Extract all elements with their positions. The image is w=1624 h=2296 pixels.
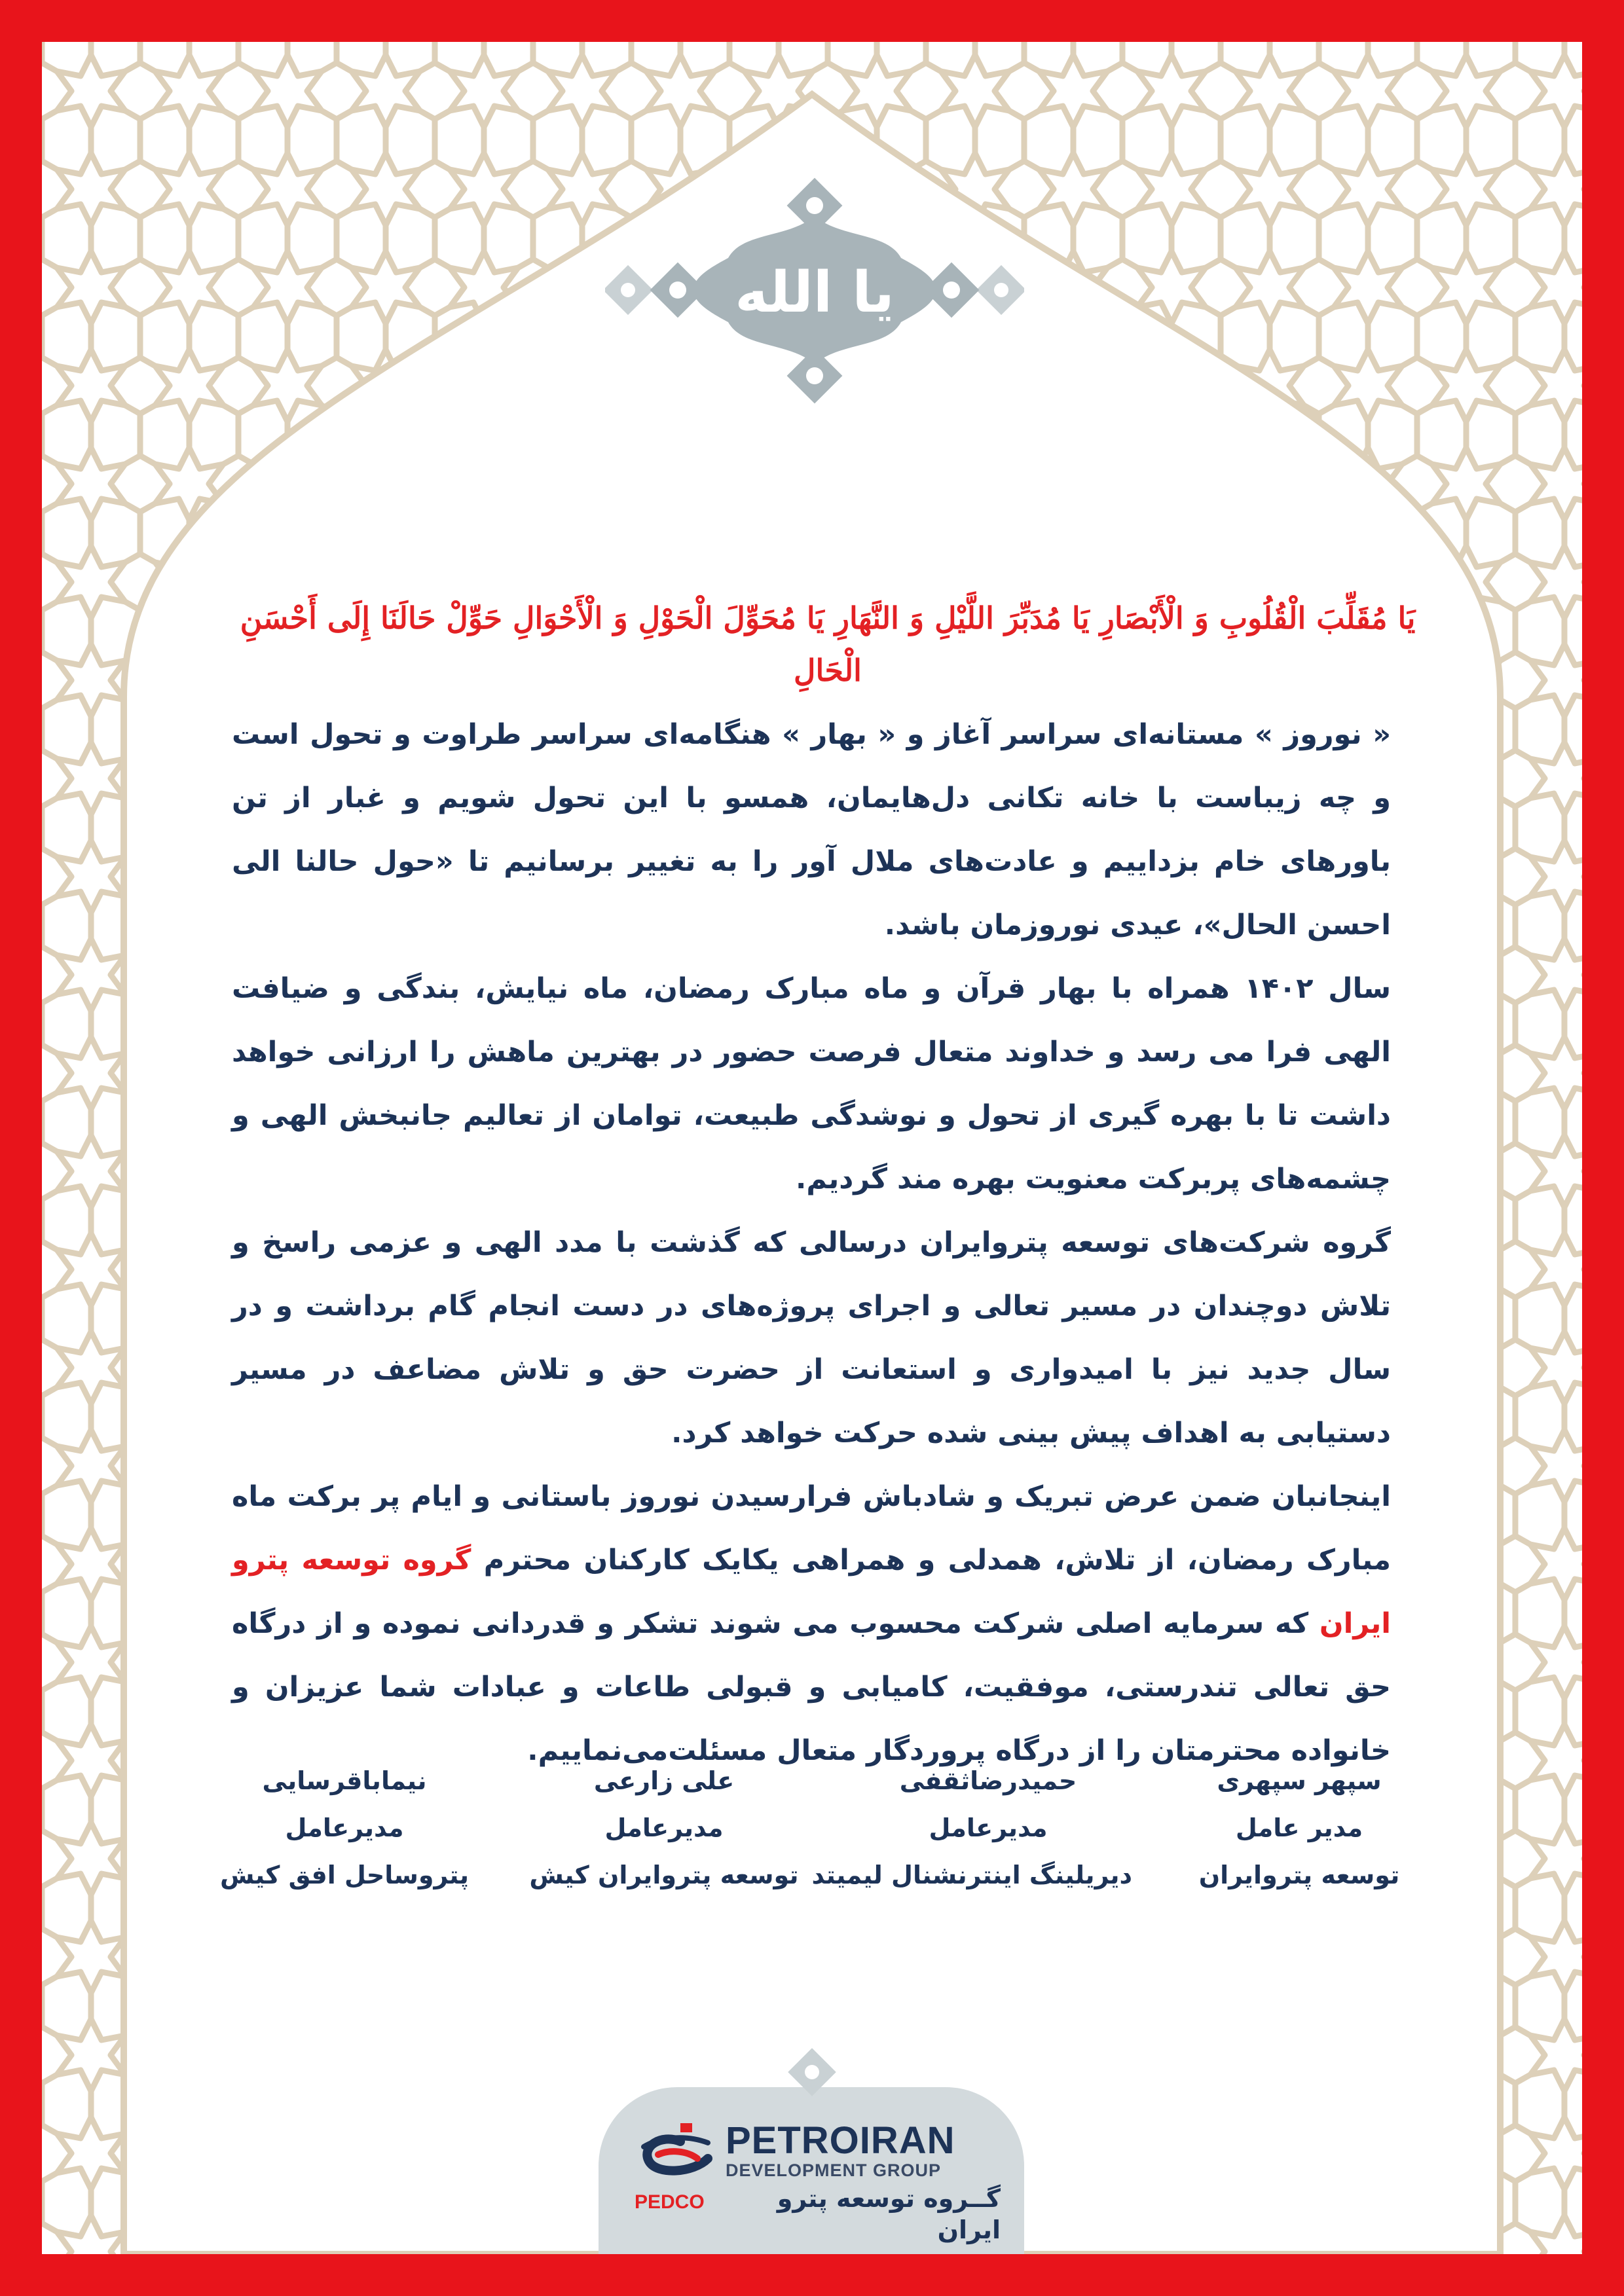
ya-allah-emblem — [605, 160, 1024, 448]
logo-persian-name: گــروه توسعه پترو ایران — [777, 2184, 1001, 2244]
signer-company: توسعه پتروایران کیش — [529, 1861, 799, 1889]
greeting-text-start: اینجانبان ضمن عرض تبریک و شادباش فرارسیدن نوروز باستانی و ایام پر برکت ماه مبارک رمضان، از تلاش، همدلی و همراهی یکایک کارکنان محترم — [232, 1480, 1391, 1576]
company-name-highlight: گروه توسعه پترو ایران — [232, 1544, 1391, 1640]
signer-title: مدیر عامل — [1235, 1813, 1363, 1842]
logo-name-line2: DEVELOPMENT GROUP — [726, 2160, 942, 2180]
paragraph-nowruz: « نوروز » مستانه‌ای سراسر آغاز و « بهار » هنگامه‌ای سراسر طراوت و تحول است و چه زیباست با خانه تکانی دل‌هایمان، همسو با این تحول شویم و غبار از تن باورهای خام بزداییم و عادت‌های ملال آور را به تغییر برسانیم تا «حول حالنا الی احسن الحال»، عیدی نوروزمان باشد. — [232, 718, 1391, 941]
page-frame — [42, 42, 1582, 2254]
prayer-heading: یَا مُقَلِّبَ الْقُلُوبِ وَ الْأَبْصَارِ یَا مُدَبِّرَ اللَّیْلِ وَ النَّهَارِ یَا مُحَوِّلَ الْحَوْلِ وَ الْأَحْوَالِ حَوِّلْ حَالَنَا إِلَى أَحْسَنِ الْحَالِ — [240, 600, 1416, 688]
logo-name-line1: PETROIRAN — [726, 2119, 955, 2162]
signature-block — [811, 1757, 1132, 1899]
signature-block — [200, 1757, 489, 1899]
emblem-text: یا الله — [735, 260, 895, 325]
signer-title: مدیرعامل — [929, 1813, 1048, 1842]
paragraph-greeting — [232, 1465, 1391, 1783]
signer-company: توسعه پتروایران — [1198, 1861, 1400, 1889]
signer-title: مدیرعامل — [604, 1813, 724, 1842]
signer-company: دیریلینگ اینترنشنال لیمیتد — [811, 1861, 1132, 1889]
signer-company: پتروساحل افق کیش — [220, 1861, 469, 1889]
signer-name: سپهر سپهری — [1217, 1766, 1382, 1795]
pedco-logo-icon — [635, 2121, 720, 2186]
signer-name: حمیدرضاثقفی — [899, 1766, 1077, 1795]
paragraph-ramadan: سال ۱۴۰۲ همراه با بهار قرآن و ماه مبارک رمضان، ماه نیایش، بندگی و ضیافت الهی فرا می رسد و خداوند متعال فرصت حضور در بهترین ماهش را ارزانی خواهد داشت تا با بهره گیری از تحول و نوشدگی طبیعت، توامان از تعالیم جانبخش الهی و چشمه‌های پربرکت معنویت بهره مند گردیم. — [232, 972, 1391, 1195]
signer-title: مدیرعامل — [285, 1813, 404, 1842]
logo-diamond-ornament — [785, 2045, 839, 2099]
signer-name: علی زارعی — [593, 1766, 735, 1795]
logo-abbreviation: PEDCO — [635, 2191, 705, 2213]
greeting-text-end: که سرمایه اصلی شرکت محسوب می شوند تشکر و قدردانی نموده و از درگاه حق تعالی تندرستی، موفقیت، کامیابی و قبولی طاعات و عبادات شما عزیزان و خانواده محترمتان را از درگاه پروردگار متعال مسئلت‌می‌نماییم. — [232, 1607, 1391, 1767]
paragraph-company-progress: گروه شرکت‌های توسعه پترو‌ایران درسالی که گذشت با مدد الهی و عزمی راسخ و تلاش دوچندان در مسیر تعالی و اجرای پروژه‌های در دست انجام گام برداشت و در سال جدید نیز با امیدواری و استعانت از حضرت حق و تلاش مضاعف در مسیر دستیابی به اهداف پیش بینی شده حرکت خواهد کرد. — [232, 1226, 1391, 1449]
signature-block — [520, 1757, 808, 1899]
signer-name: نیماباقرسایی — [262, 1766, 427, 1795]
message-body — [232, 703, 1391, 1783]
signature-block — [1155, 1757, 1443, 1899]
